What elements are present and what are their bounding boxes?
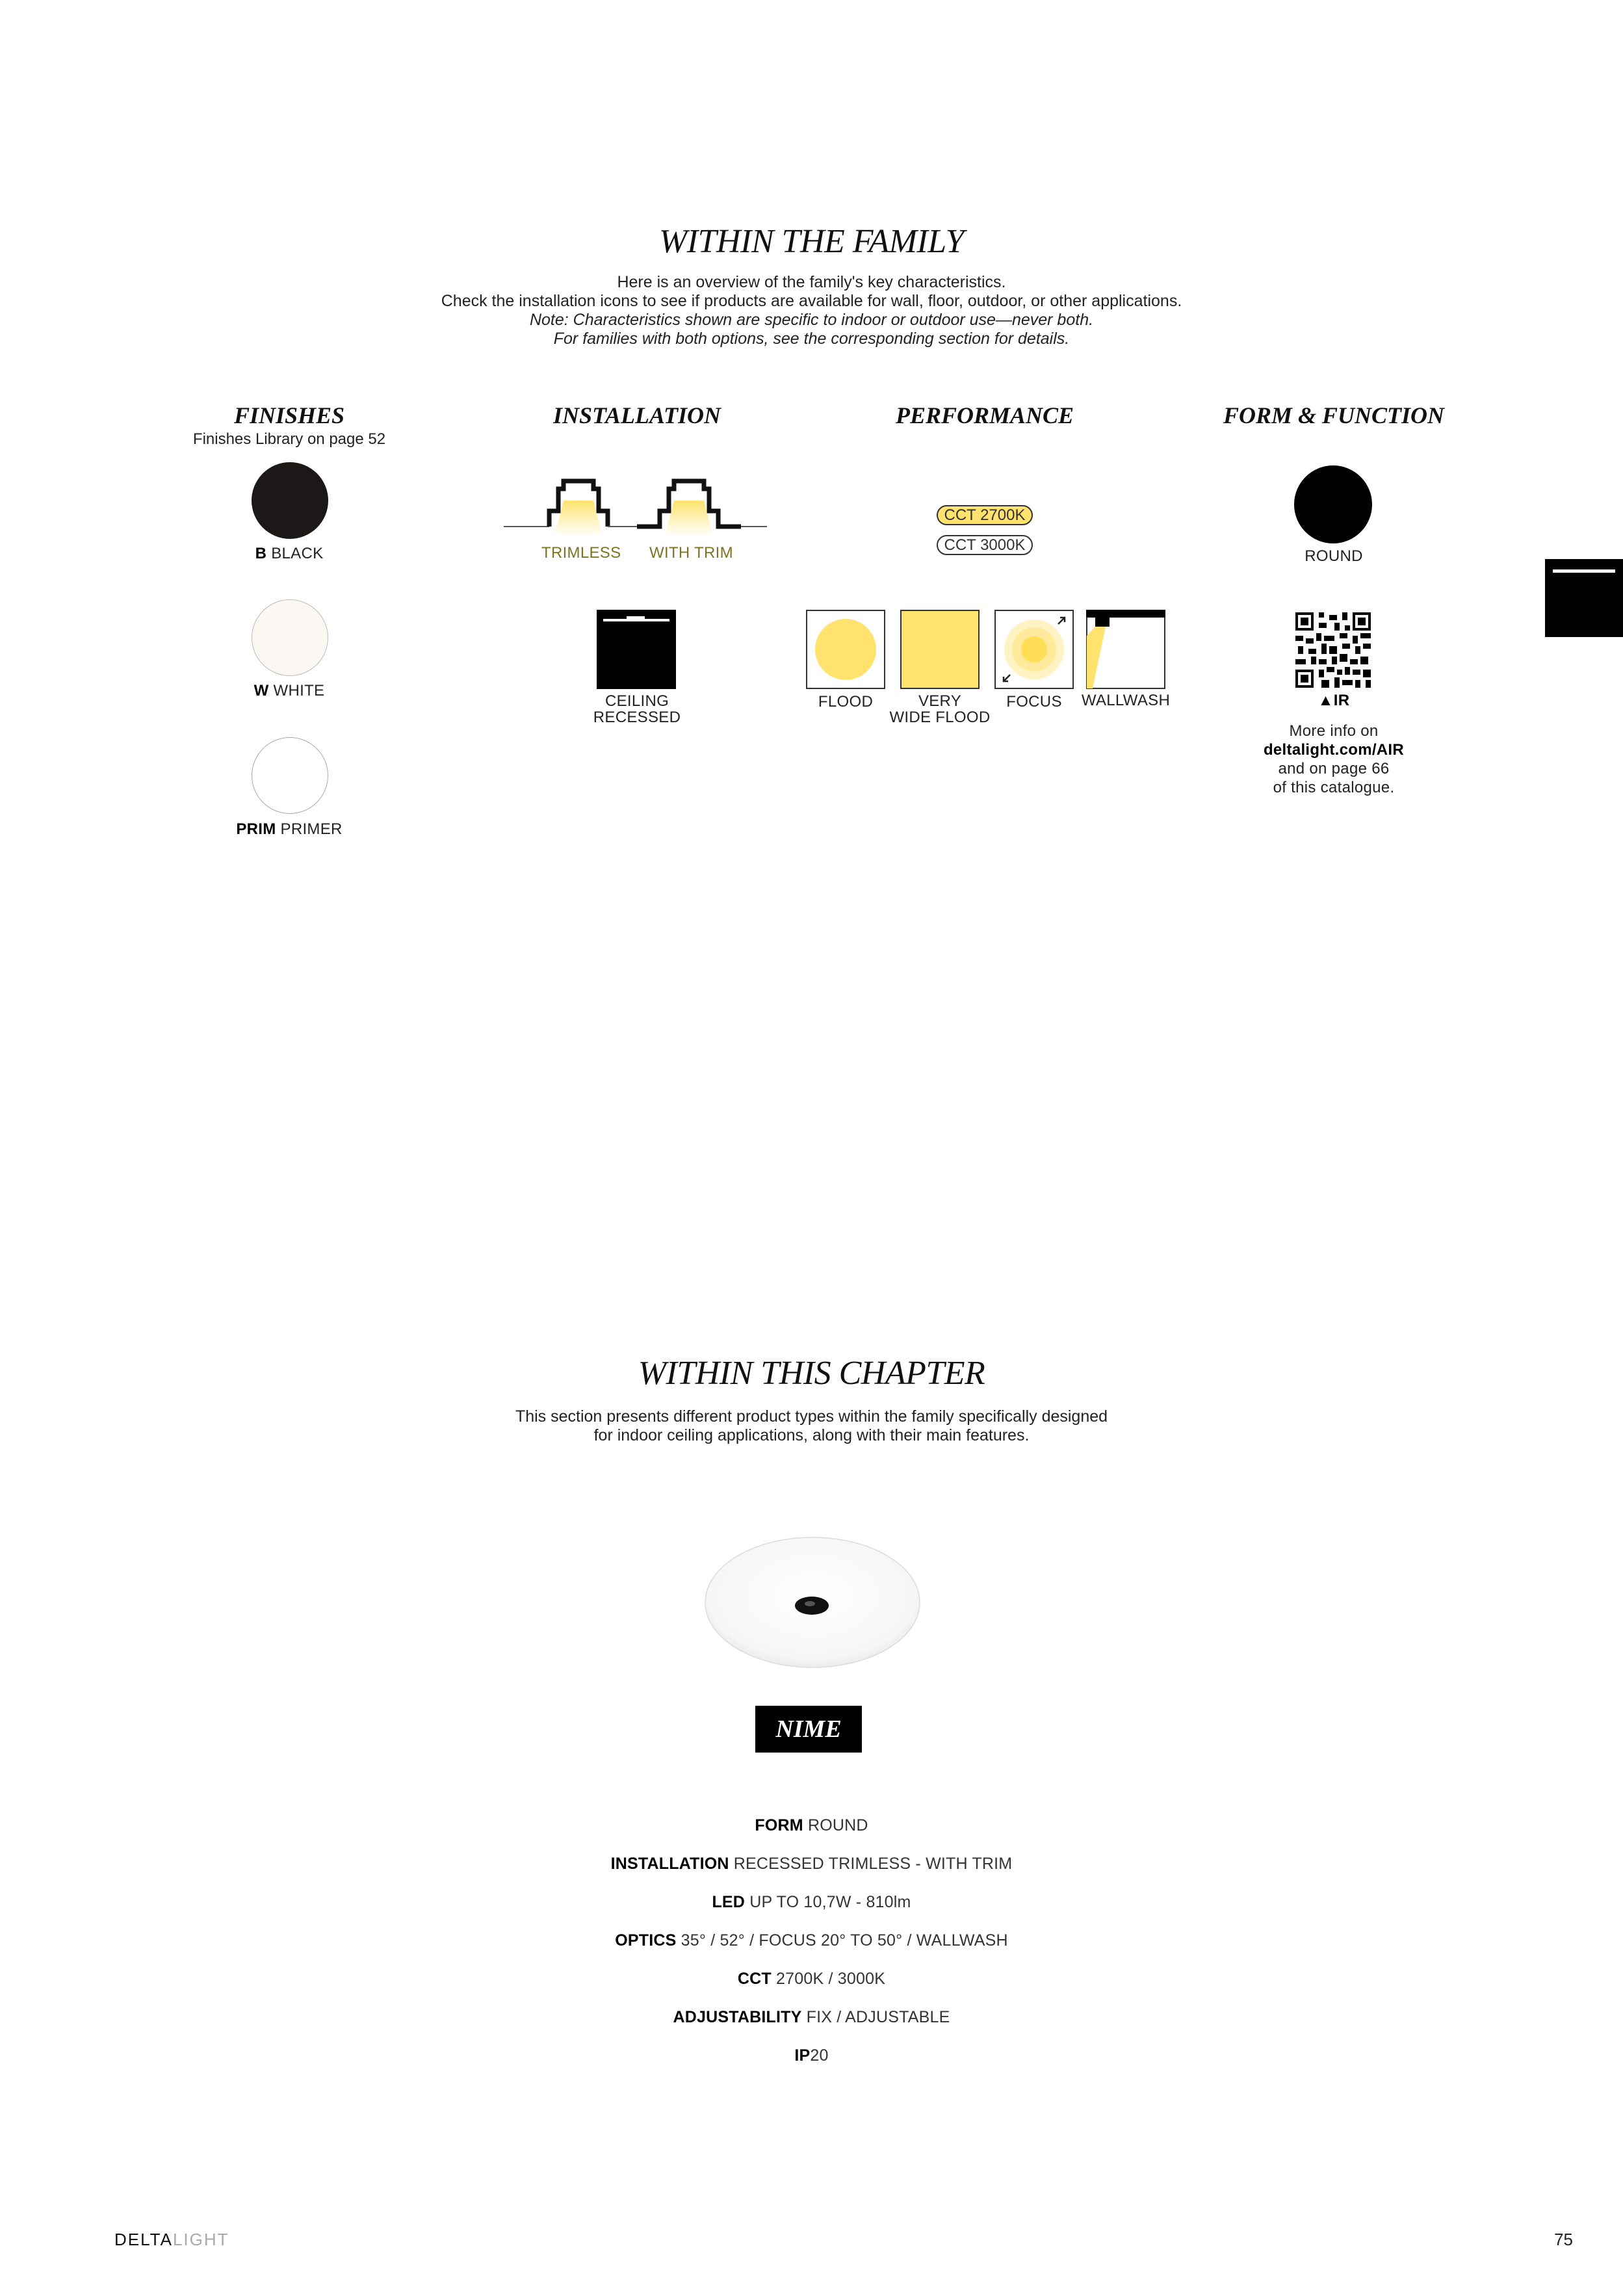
- intro-note: Note: Characteristics shown are specific to indoor or outdoor use—never both.: [529, 311, 1094, 329]
- spec-ip: IP20: [794, 2046, 829, 2065]
- cct-3000-badge: CCT 3000K: [855, 536, 1115, 555]
- very-wide-flood-label: VERY WIDE FLOOD: [889, 692, 991, 726]
- performance-title: PERFORMANCE: [895, 402, 1074, 428]
- ceiling-recessed-label: CEILING RECESSED: [593, 692, 681, 726]
- trim-diagram-icon: [504, 475, 767, 546]
- air-link[interactable]: deltalight.com/AIR: [1263, 741, 1405, 759]
- finish-swatch-primer: [252, 737, 328, 814]
- intro-line: Here is an overview of the family's key characteristics.: [617, 273, 1006, 291]
- spec-form: FORM ROUND: [755, 1816, 868, 1834]
- nime-product-image: [702, 1534, 923, 1671]
- family-intro: [0, 273, 1623, 348]
- page-number: 75: [1554, 2230, 1573, 2249]
- qr-code-icon[interactable]: [1295, 612, 1371, 688]
- chapter-intro: This section presents different product types within the family specifically designed for indoor ceiling applications, along with their main features.: [515, 1407, 1108, 1444]
- wallwash-icon: [1086, 610, 1165, 689]
- round-form-icon: [1294, 465, 1372, 543]
- trimless-label: TRIMLESS: [541, 544, 621, 562]
- intro-line: Check the installation icons to see if products are available for wall, floor, outdoor, or other applications.: [441, 292, 1182, 310]
- finish-label-primer: PRIM PRIMER: [236, 820, 343, 838]
- installation-title: INSTALLATION: [552, 402, 721, 428]
- focus-label: FOCUS: [1006, 693, 1062, 711]
- family-title: WITHIN THE FAMILY: [658, 223, 965, 260]
- finishes-title: FINISHES: [233, 402, 345, 428]
- spec-led: LED UP TO 10,7W - 810lm: [712, 1893, 911, 1911]
- intro-note: For families with both options, see the corresponding section for details.: [553, 330, 1070, 348]
- spec-cct: CCT 2700K / 3000K: [737, 1970, 886, 1988]
- spec-installation: INSTALLATION RECESSED TRIMLESS - WITH TRIM: [610, 1855, 1013, 1873]
- with-trim-label: WITH TRIM: [649, 544, 733, 562]
- cct-2700-badge: CCT 2700K: [855, 506, 1115, 525]
- footer-brand-logo: DELTALIGHT: [114, 2230, 229, 2249]
- focus-icon: [994, 610, 1074, 689]
- ceiling-recessed-icon: [597, 610, 676, 689]
- wallwash-label: WALLWASH: [1081, 692, 1171, 709]
- round-form-label: ROUND: [1305, 547, 1363, 565]
- finish-swatch-white: [252, 599, 328, 676]
- finish-swatch-black: [252, 462, 328, 539]
- spec-adjustability: ADJUSTABILITY FIX / ADJUSTABLE: [673, 2008, 950, 2026]
- flood-icon: [806, 610, 885, 689]
- chapter-tab-marker: [1545, 559, 1623, 637]
- finishes-subtitle: Finishes Library on page 52: [192, 430, 386, 448]
- chapter-title: WITHIN THIS CHAPTER: [638, 1355, 985, 1392]
- air-label: ▲IR: [1318, 692, 1350, 709]
- more-info-text: More info on deltalight.com/AIR and on page 66 of this catalogue.: [1204, 722, 1464, 797]
- product-name-badge[interactable]: NIME: [755, 1706, 862, 1753]
- flood-label: FLOOD: [818, 693, 874, 711]
- very-wide-flood-icon: [900, 610, 980, 689]
- finish-label-black: B BLACK: [255, 545, 324, 562]
- spec-optics: OPTICS 35° / 52° / FOCUS 20° TO 50° / WALLWASH: [615, 1931, 1008, 1950]
- form-function-title: FORM & FUNCTION: [1223, 402, 1445, 428]
- finish-label-white: W WHITE: [253, 682, 325, 699]
